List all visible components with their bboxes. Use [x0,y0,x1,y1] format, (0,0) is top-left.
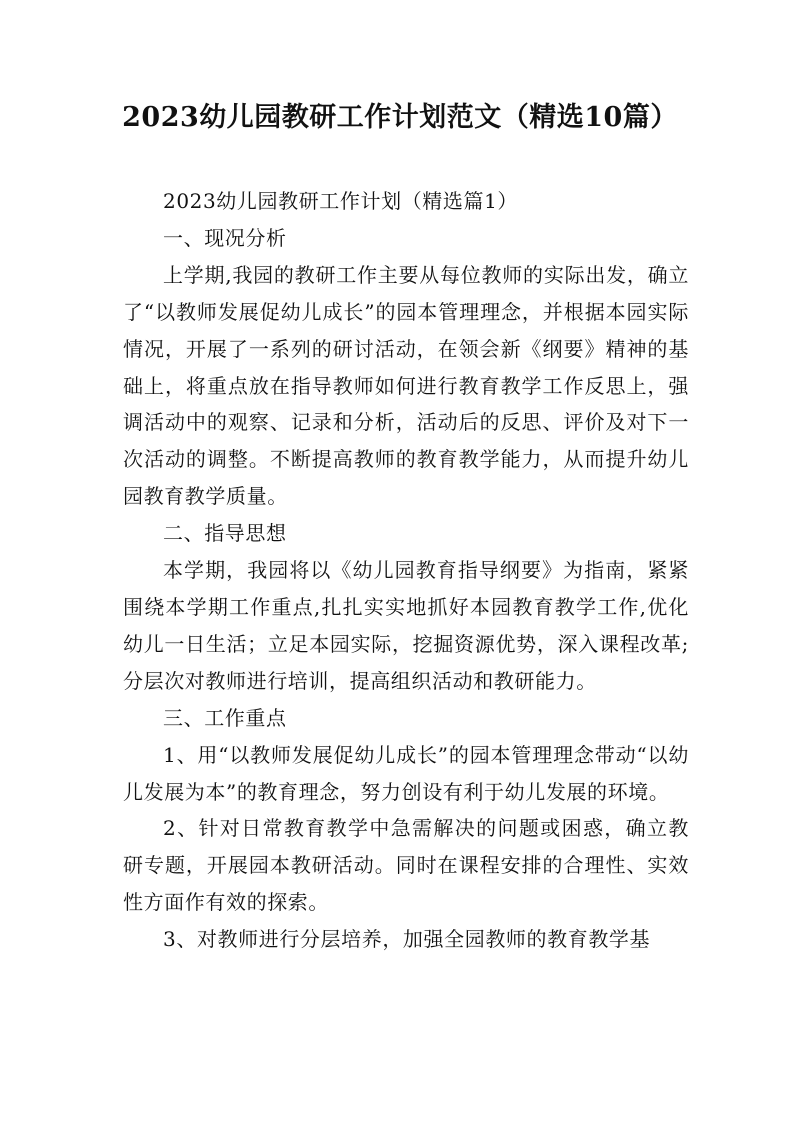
heading-situation-analysis: 一、现况分析 [163,225,287,250]
paragraph-work-focus-3: 3、对教师进行分层培养，加强全园教师的教育教学基 [163,927,651,952]
paragraph-work-focus-1: 1、用“以教师发展促幼儿成长”的园本管理理念带动“以幼儿发展为本”的教育理念，努力创设有利于幼儿发展的环境。 [123,742,689,804]
section-title: 2023幼儿园教研工作计划（精选篇1） [163,189,519,213]
paragraph-work-focus-2: 2、针对日常教育教学中急需解决的问题或困惑，确立教研专题，开展园本教研活动。同时在课程安排的合理性、实效性方面作有效的探索。 [123,816,689,915]
heading-guiding-ideology: 二、指导思想 [163,521,287,546]
heading-work-focus: 三、工作重点 [163,705,287,730]
document-body [123,183,689,958]
paragraph-situation-analysis: 上学期,我园的教研工作主要从每位教师的实际出发，确立了“以教师发展促幼儿成长”的园本管理理念，并根据本园实际情况，开展了一系列的研讨活动，在领会新《纲要》精神的基础上，将重点放在指导教师如何进行教育教学工作反思上，强调活动中的观察、记录和分析，活动后的反思、评价及对下一次活动的调整。不断提高教师的教育教学能力，从而提升幼儿园教育教学质量。 [123,262,689,509]
paragraph-guiding-ideology: 本学期，我园将以《幼儿园教育指导纲要》为指南，紧紧围绕本学期工作重点,扎扎实实地抓好本园教育教学工作,优化幼儿一日生活；立足本园实际，挖掘资源优势，深入课程改革;分层次对教师进行培训，提高组织活动和教研能力。 [123,558,689,693]
document-title: 2023幼儿园教研工作计划范文（精选10篇） [122,102,678,133]
